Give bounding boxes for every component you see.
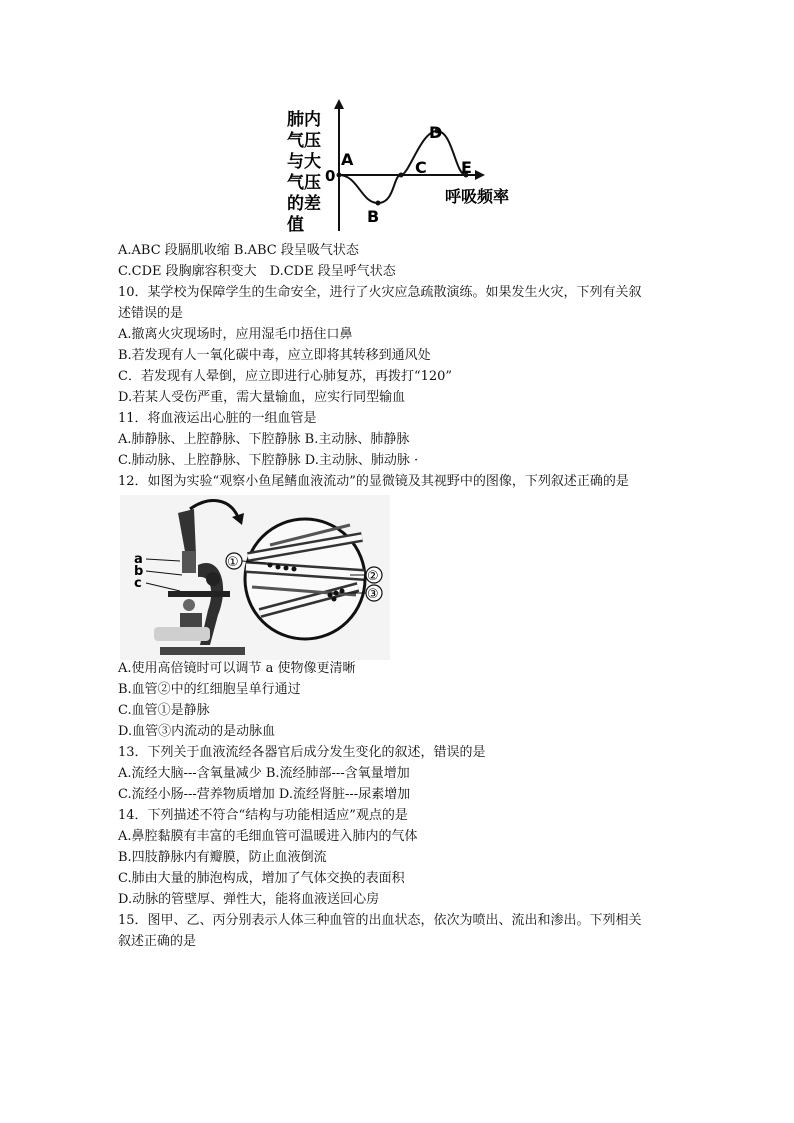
q15-stem-line2: 叙述正确的是 [118,934,197,949]
vessel-label-2: ② [367,569,379,584]
q9-options-cd: C.CDE 段胸廓容积变大 D.CDE 段呈呼气状态 [118,264,396,279]
y-label-6: 值 [287,215,304,235]
q12-option-b: B.血管②中的红细胞呈单行通过 [118,682,301,697]
q10-option-a: A.撤离火灾现场时，应用湿毛巾捂住口鼻 [118,327,353,342]
q10-stem-line1: 10．某学校为保障学生的生命安全，进行了火灾应急疏散演练。如果发生火灾，下列有关叙 [118,285,642,300]
q14-option-c: C.肺由大量的肺泡构成，增加了气体交换的表面积 [118,871,405,886]
q12-option-d: D.血管③内流动的是动脉血 [118,724,276,739]
scope-label-a: a [134,552,143,567]
q14-option-b: B.四肢静脉内有瓣膜，防止血液倒流 [118,850,327,865]
q9-options-ab: A.ABC 段膈肌收缩 B.ABC 段呈吸气状态 [118,243,359,258]
point-c: C [415,158,427,177]
microscope-figure [120,495,390,660]
zero-label: 0 [325,167,336,185]
x-axis-label: 呼吸频率 [445,187,510,206]
q14-option-d: D.动脉的管壁厚、弹性大，能将血液送回心房 [118,892,380,907]
q15-stem-line1: 15．图甲、乙、丙分别表示人体三种血管的出血状态，依次为喷出、流出和渗出。下列相关 [118,913,642,928]
q12-option-c: C.血管①是静脉 [118,703,210,718]
q11-options-cd: C.肺动脉、上腔静脉、下腔静脉 D.主动脉、肺动脉 · [118,453,419,468]
y-label-1: 肺内 [287,110,321,130]
q14-stem: 14．下列描述不符合“结构与功能相适应”观点的是 [118,808,408,823]
y-axis-arrow [334,99,344,109]
q10-option-c: C．若发现有人晕倒，应立即进行心肺复苏，再拨打“120” [118,369,453,384]
q13-options-cd: C.流经小肠---营养物质增加 D.流经肾脏---尿素增加 [118,787,411,802]
vessel-label-1: ① [227,555,239,570]
point-b: B [367,207,380,226]
vessel-label-3: ③ [367,587,379,602]
q13-options-ab: A.流经大脑---含氧量减少 B.流经肺部---含氧量增加 [118,766,410,781]
y-label-5: 的差 [287,194,321,214]
y-label-2: 气压 [287,131,321,151]
y-label-3: 与大 [287,152,321,172]
q10-option-b: B.若发现有人一氧化碳中毒，应立即将其转移到通风处 [118,348,431,363]
field-of-view [245,519,365,639]
point-a: A [341,150,354,169]
q12-option-a: A.使用高倍镜时可以调节 a 使物像更清晰 [118,661,356,676]
point-e: E [461,158,472,177]
y-label-4: 气压 [287,173,321,193]
pressure-curve-figure [283,95,523,237]
x-axis-arrow [475,170,485,180]
q10-option-d: D.若某人受伤严重，需大量输血，应实行同型输血 [118,390,406,405]
q12-stem: 12．如图为实验“观察小鱼尾鳍血液流动”的显微镜及其视野中的图像，下列叙述正确的是 [118,474,629,489]
q11-options-ab: A.肺静脉、上腔静脉、下腔静脉 B.主动脉、肺静脉 [118,432,410,447]
q10-stem-line2: 述错误的是 [118,306,184,321]
scope-label-b: b [134,564,144,579]
q13-stem: 13．下列关于血液流经各器官后成分发生变化的叙述，错误的是 [118,745,486,760]
point-d: D [429,123,443,142]
scope-label-c: c [134,576,142,591]
q11-stem: 11．将血液运出心脏的一组血管是 [118,411,317,426]
q14-option-a: A.鼻腔黏膜有丰富的毛细血管可温暖进入肺内的气体 [118,829,418,844]
